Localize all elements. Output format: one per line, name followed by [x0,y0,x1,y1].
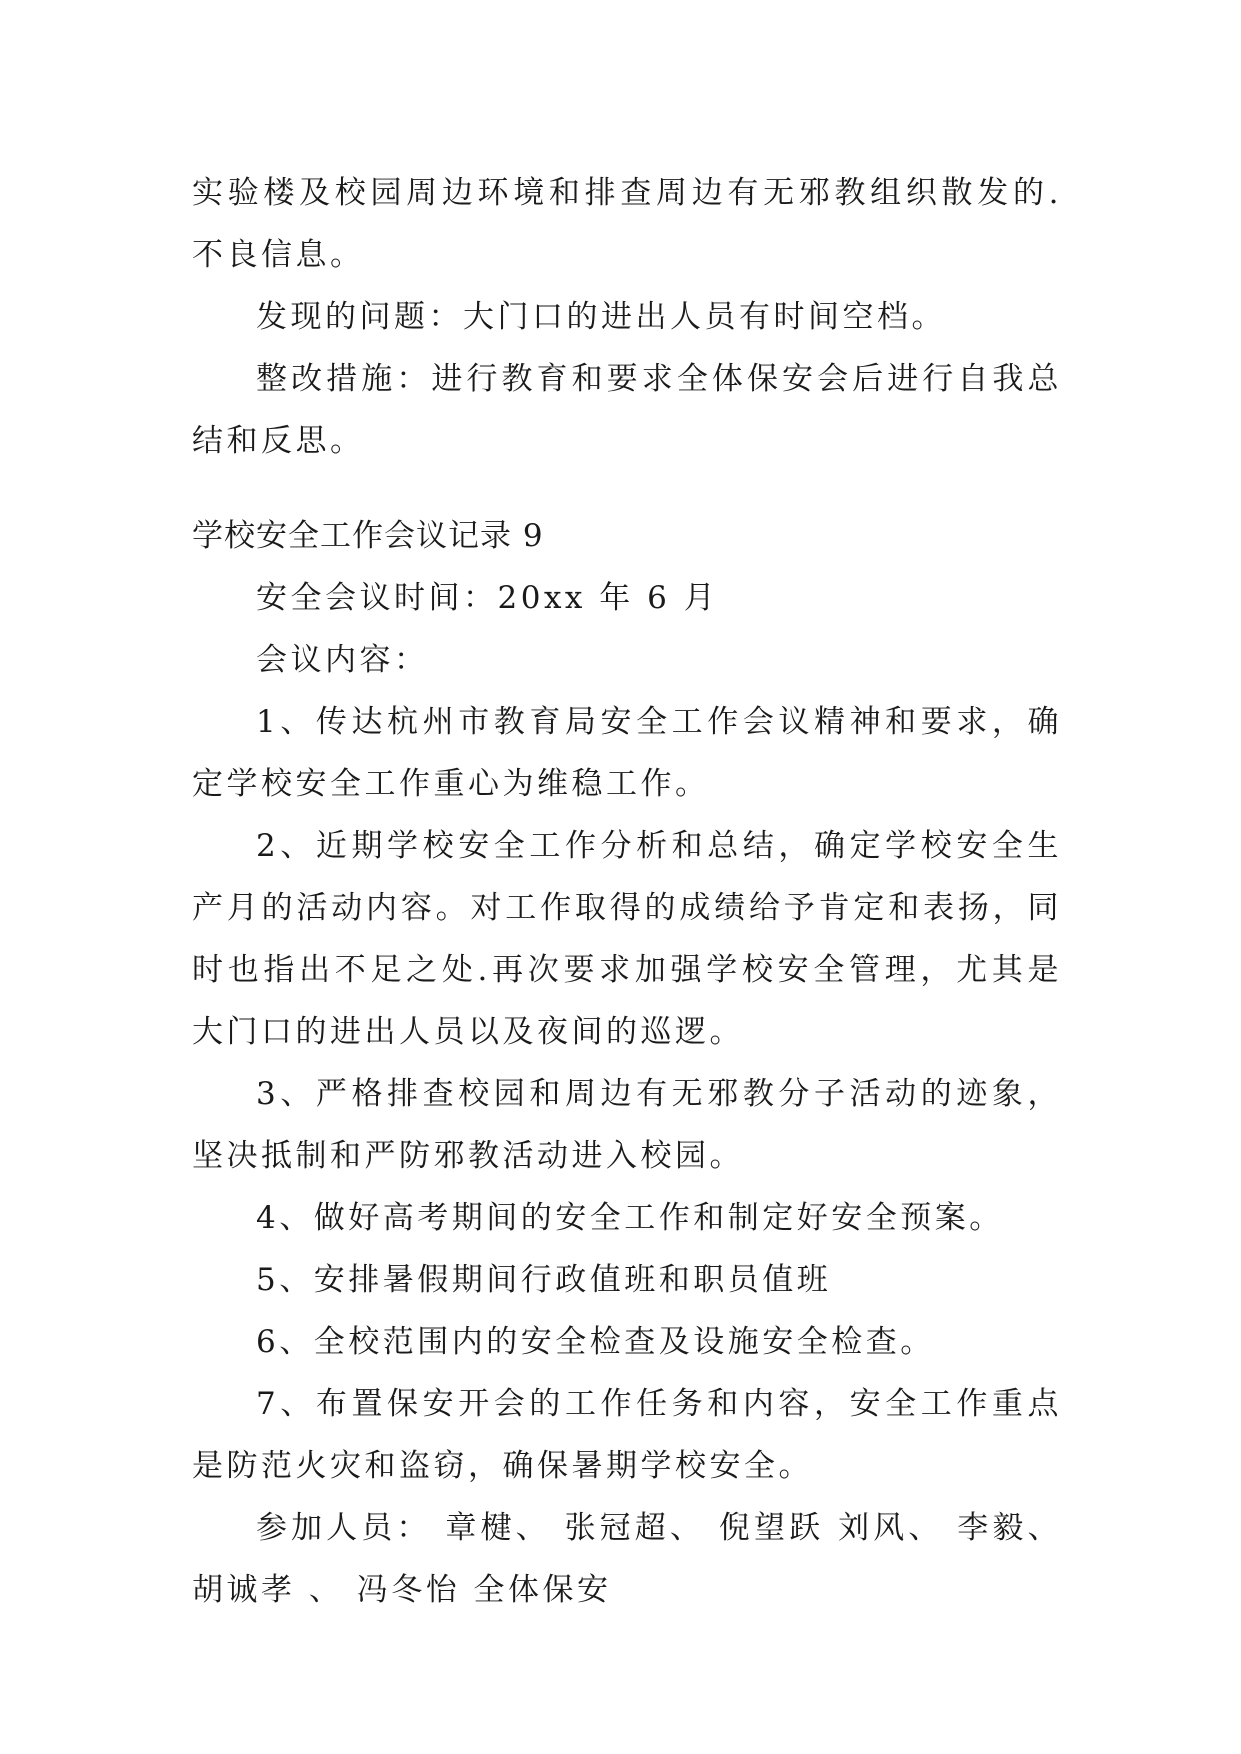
record-9-section [192,505,1062,1621]
participants: 参加人员： 章楗、 张冠超、 倪望跃 刘风、 李毅、胡诚孝 、 冯冬怡 全体保安 [192,1510,1062,1608]
agenda-item-1: 1、传达杭州市教育局安全工作会议精神和要求，确定学校安全工作重心为维稳工作。 [192,704,1062,802]
previous-record-section [192,162,1062,472]
agenda-item-7: 7、布置保安开会的工作任务和内容，安全工作重点是防范火灾和盗窃，确保暑期学校安全。 [192,1386,1062,1484]
problem-paragraph: 发现的问题：大门口的进出人员有时间空档。 [256,299,946,335]
agenda-item-2: 2、近期学校安全工作分析和总结，确定学校安全生产月的活动内容。对工作取得的成绩给予肯定和表扬，同时也指出不足之处.再次要求加强学校安全管理，尤其是大门口的进出人员以及夜间的巡逻。 [192,828,1062,1050]
record-title: 学校安全工作会议记录 9 [192,518,544,554]
agenda-item-6: 6、全校范围内的安全检查及设施安全检查。 [256,1324,935,1360]
agenda-item-5: 5、安排暑假期间行政值班和职员值班 [256,1262,832,1298]
content-label: 会议内容： [256,642,429,678]
agenda-item-3: 3、严格排查校园和周边有无邪教分子活动的迹象，坚决抵制和严防邪教活动进入校园。 [192,1076,1062,1174]
agenda-item-4: 4、做好高考期间的安全工作和制定好安全预案。 [256,1200,1004,1236]
meeting-time: 安全会议时间：20xx 年 6 月 [256,580,719,616]
measures-paragraph: 整改措施：进行教育和要求全体保安会后进行自我总结和反思。 [192,361,1062,459]
continuation-paragraph: 实验楼及校园周边环境和排查周边有无邪教组织散发的.不良信息。 [192,175,1062,273]
